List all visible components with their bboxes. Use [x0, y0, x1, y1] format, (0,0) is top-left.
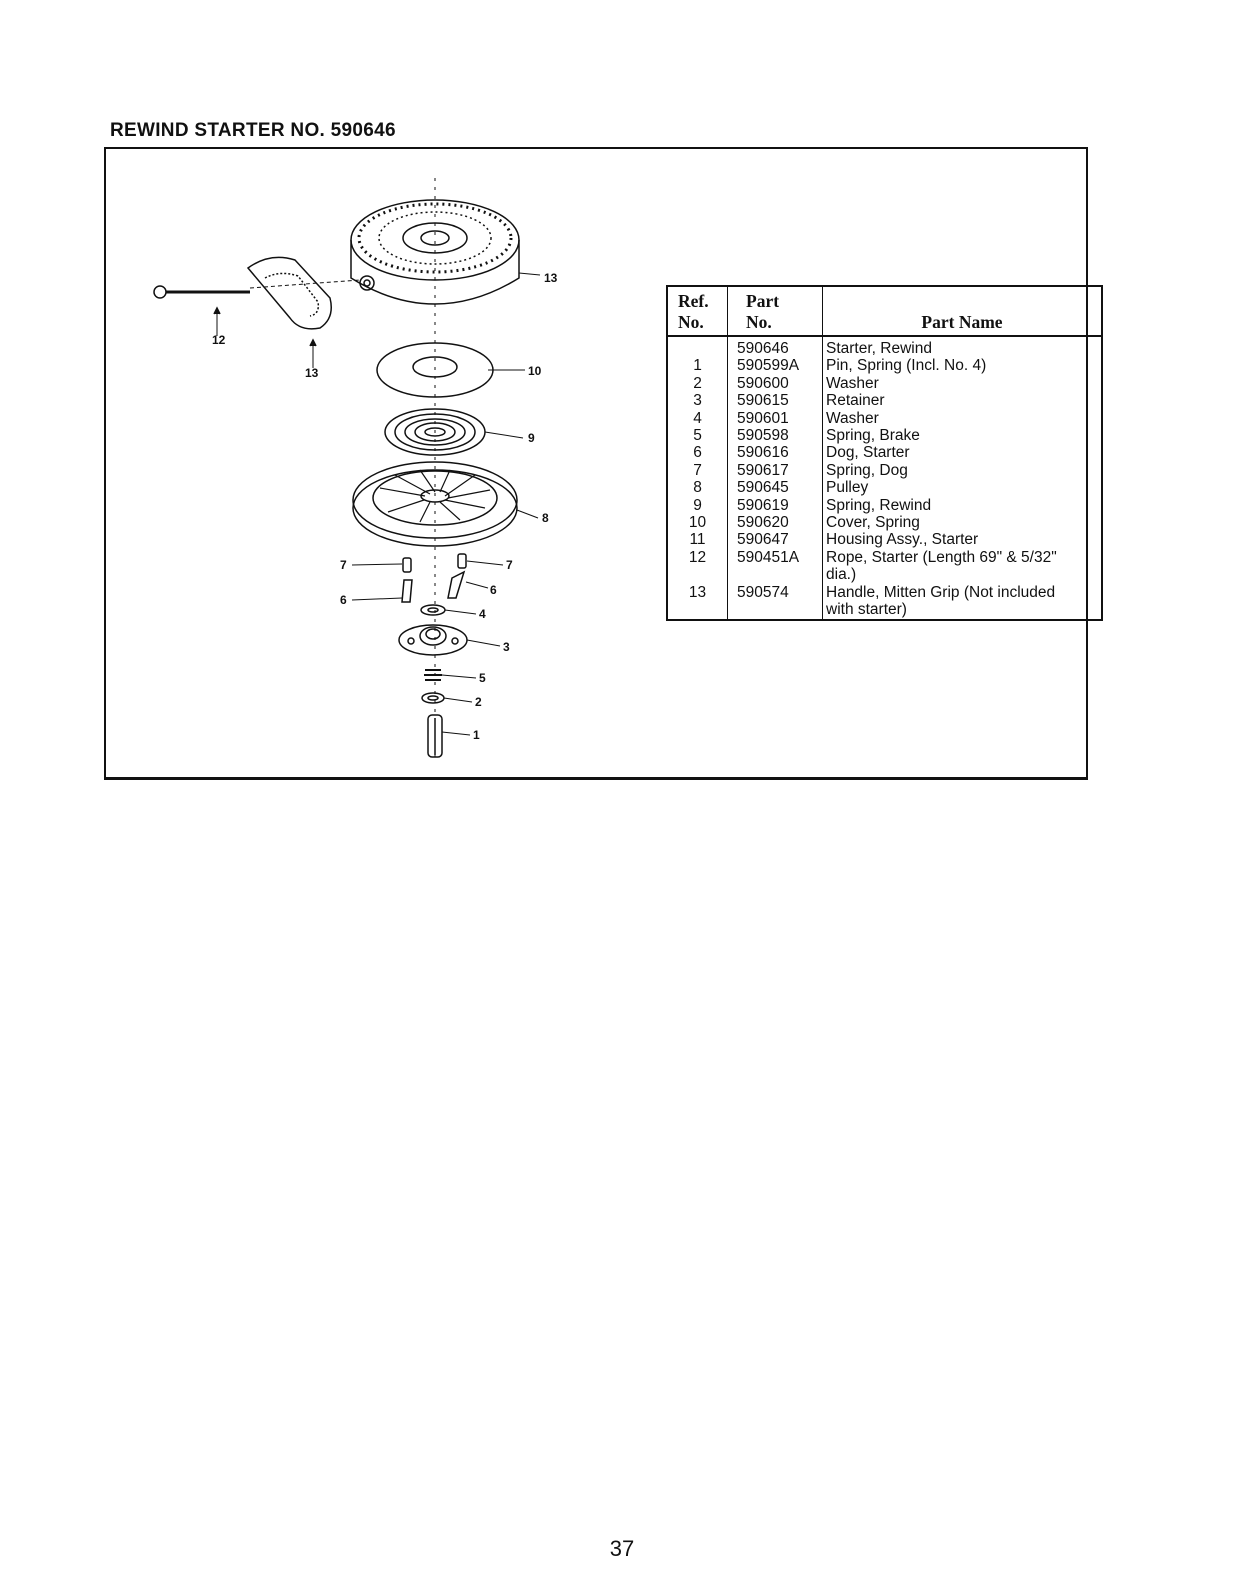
retainer-part [399, 625, 500, 655]
callout-6-left: 6 [340, 593, 347, 607]
part-name-line: Dog, Starter [826, 444, 910, 462]
ref-no-cell: 5 [667, 427, 728, 444]
part-no-cell: 590574 [728, 584, 823, 620]
part-name-line: dia.) [826, 566, 857, 584]
part-name-line: Pin, Spring (Incl. No. 4) [826, 357, 987, 375]
part-name-cell [823, 584, 1103, 620]
table-row [667, 392, 1102, 409]
table-row [667, 357, 1102, 374]
part-no-cell: 590647 [728, 531, 823, 548]
callout-12: 12 [212, 333, 226, 347]
part-name-cell [823, 497, 1103, 514]
rope-part [154, 286, 250, 336]
part-no-cell: 590619 [728, 497, 823, 514]
starter-dog-parts [352, 572, 488, 602]
part-no-cell: 590615 [728, 392, 823, 409]
ref-no-cell: 13 [667, 584, 728, 620]
table-row [667, 531, 1102, 548]
washer-2-part [422, 693, 472, 703]
ref-no-cell [667, 336, 728, 357]
part-name-line: Spring, Brake [826, 427, 920, 445]
table-row [667, 479, 1102, 496]
spring-pin-part [428, 715, 470, 757]
header-ref-no: Ref. No. [667, 286, 728, 336]
part-name-line: Rope, Starter (Length 69" & 5/32" [826, 548, 1057, 566]
callout-6-right: 6 [490, 583, 497, 597]
part-no-cell: 590616 [728, 444, 823, 461]
part-name-cell [823, 444, 1103, 461]
header-part-name: Part Name [823, 286, 1103, 336]
handle-part [248, 257, 360, 368]
part-no-cell: 590598 [728, 427, 823, 444]
table-row [667, 410, 1102, 427]
part-name-line: with starter) [826, 601, 907, 619]
part-name-cell [823, 357, 1103, 374]
ref-no-cell: 7 [667, 462, 728, 479]
part-no-cell: 590451A [728, 549, 823, 584]
ref-no-cell: 3 [667, 392, 728, 409]
part-no-cell: 590601 [728, 410, 823, 427]
part-name-cell [823, 531, 1103, 548]
page-number: 37 [609, 1536, 635, 1561]
callout-7-right: 7 [506, 558, 513, 572]
callout-3: 3 [503, 640, 510, 654]
part-name-cell [823, 479, 1103, 496]
ref-no-cell: 12 [667, 549, 728, 584]
rewind-spring-part [385, 409, 523, 455]
part-no-cell: 590645 [728, 479, 823, 496]
parts-table [666, 285, 1103, 621]
table-row [667, 375, 1102, 392]
part-no-cell: 590646 [728, 336, 823, 357]
table-row [667, 336, 1102, 357]
ref-no-cell: 6 [667, 444, 728, 461]
table-header-row [667, 286, 1102, 336]
dog-spring-parts [352, 554, 503, 572]
callout-5: 5 [479, 671, 486, 685]
part-no-cell: 590620 [728, 514, 823, 531]
brake-spring-part [424, 670, 476, 680]
ref-no-cell: 4 [667, 410, 728, 427]
table-row [667, 444, 1102, 461]
housing-assembly-part [351, 200, 540, 304]
table-row [667, 514, 1102, 531]
part-name-line: Washer [826, 374, 879, 392]
callout-1: 1 [473, 728, 480, 742]
header-part-no: Part No. [728, 286, 823, 336]
pulley-part [353, 462, 538, 546]
part-name-line: Handle, Mitten Grip (Not included [826, 583, 1056, 601]
part-name-line: Starter, Rewind [826, 340, 932, 357]
part-name-line: Spring, Dog [826, 461, 908, 479]
ref-no-cell: 1 [667, 357, 728, 374]
parts-table-body [667, 336, 1102, 620]
ref-no-cell: 9 [667, 497, 728, 514]
part-no-cell: 590599A [728, 357, 823, 374]
exploded-parts-diagram [130, 170, 610, 770]
callout-13: 13 [305, 366, 319, 380]
part-name-cell [823, 392, 1103, 409]
part-name-cell [823, 462, 1103, 479]
part-name-line: Cover, Spring [826, 514, 920, 532]
part-name-cell [823, 375, 1103, 392]
table-row [667, 427, 1102, 444]
part-name-line: Spring, Rewind [826, 496, 932, 514]
callout-2: 2 [475, 695, 482, 709]
part-name-cell [823, 427, 1103, 444]
callout-9: 9 [528, 431, 535, 445]
part-name-line: Retainer [826, 392, 885, 410]
spring-cover-part [377, 343, 525, 397]
callout-11: 13 [544, 271, 558, 285]
table-row [667, 549, 1102, 584]
washer-4-part [421, 605, 476, 615]
ref-no-cell: 8 [667, 479, 728, 496]
ref-no-cell: 10 [667, 514, 728, 531]
callout-8: 8 [542, 511, 549, 525]
ref-no-cell: 2 [667, 375, 728, 392]
part-name-cell [823, 336, 1103, 357]
part-no-cell: 590617 [728, 462, 823, 479]
ref-no-cell: 11 [667, 531, 728, 548]
part-name-line: Housing Assy., Starter [826, 531, 979, 549]
part-no-cell: 590600 [728, 375, 823, 392]
table-row [667, 584, 1102, 620]
callout-4: 4 [479, 607, 486, 621]
part-name-line: Washer [826, 409, 879, 427]
part-name-cell [823, 549, 1103, 584]
part-name-line: Pulley [826, 479, 869, 497]
callout-10: 10 [528, 364, 542, 378]
table-row [667, 462, 1102, 479]
callout-7-left: 7 [340, 558, 347, 572]
part-name-cell [823, 514, 1103, 531]
part-name-cell [823, 410, 1103, 427]
section-title: REWIND STARTER NO. 590646 [110, 120, 396, 141]
table-row [667, 497, 1102, 514]
